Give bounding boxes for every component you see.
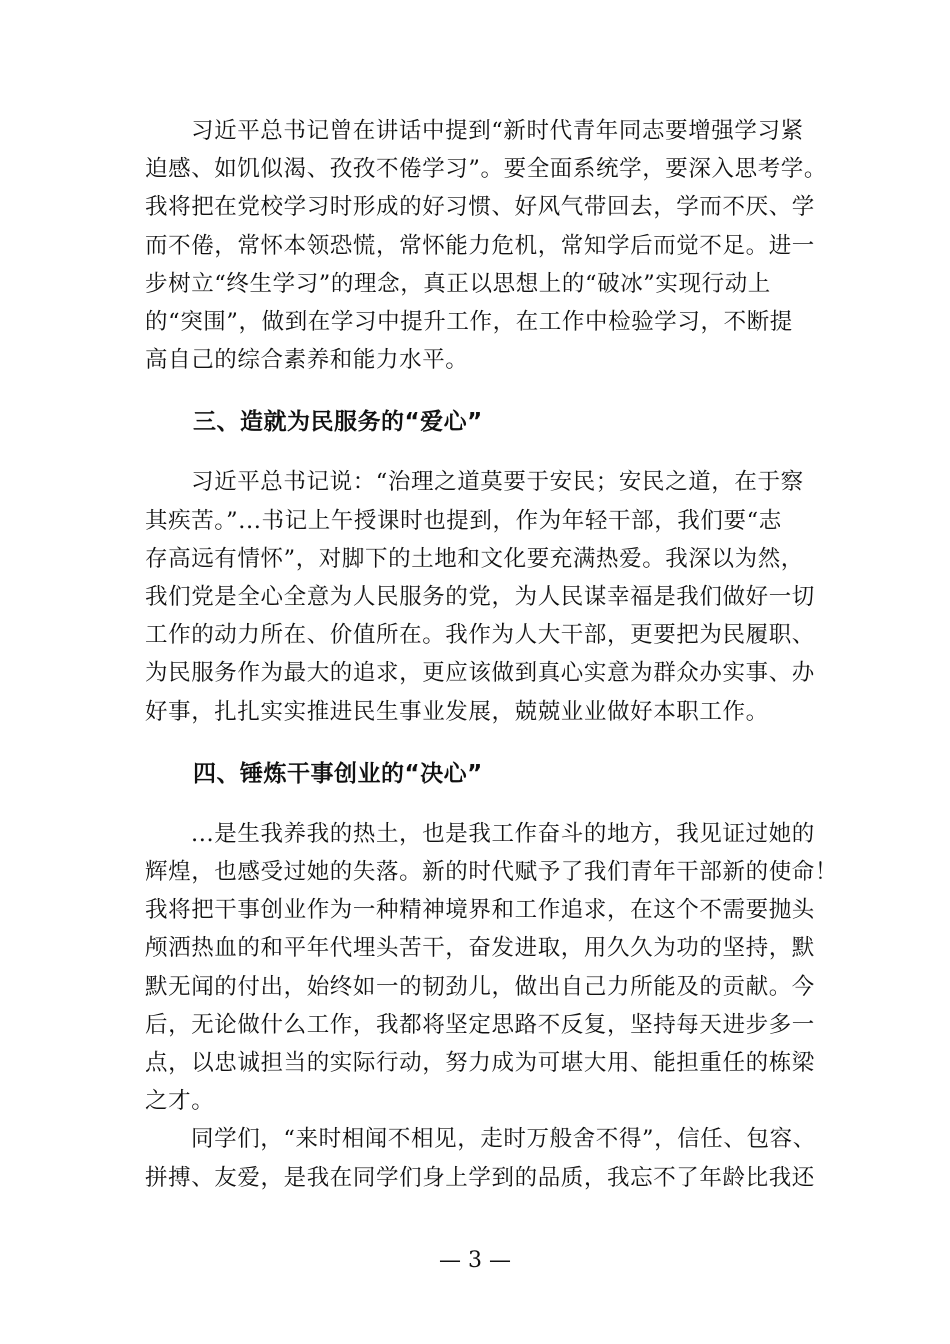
text-line: 我将把干事创业作为一种精神境界和工作追求，在这个不需要抛头 [145, 897, 815, 924]
text-line: 同学们，“来时相闻不相见，走时万般舍不得”，信任、包容、 [191, 1126, 816, 1153]
paragraph-serve-people [145, 463, 813, 730]
text-line: 点，以忠诚担当的实际行动，努力成为可堪大用、能担重任的栋梁 [145, 1050, 815, 1077]
text-line: 习近平总书记说：“治理之道莫要于安民；安民之道，在于察 [191, 469, 804, 496]
text-line: ...是生我养我的热土，也是我工作奋斗的地方，我见证过她的 [191, 820, 815, 847]
text-line: 颅洒热血的和平年代埋头苦干，奋发进取，用久久为功的坚持，默 [145, 935, 815, 962]
text-line: 高自己的综合素养和能力水平。 [145, 347, 469, 374]
section-heading-3: 三、造就为民服务的“爱心” [193, 409, 483, 436]
text-line: 之才。 [145, 1088, 215, 1115]
text-line: 拼搏、友爱，是我在同学们身上学到的品质，我忘不了年龄比我还 [145, 1164, 815, 1191]
text-line: 默无闻的付出，始终如一的韧劲儿，做出自己力所能及的贡献。今 [145, 973, 815, 1000]
text-line: 为民服务作为最大的追求，更应该做到真心实意为群众办实事、办 [145, 660, 815, 687]
text-line: 的“突围”，做到在学习中提升工作，在工作中检验学习，不断提 [145, 309, 793, 336]
paragraph-classmates [145, 1120, 816, 1196]
paragraph-learning [145, 112, 828, 379]
text-line: 工作的动力所在、价值所在。我作为人大干部，更要把为民履职、 [145, 622, 815, 649]
text-line: 迫感、如饥似渴、孜孜不倦学习”。要全面系统学，要深入思考学。 [145, 156, 828, 183]
text-line: 我们党是全心全意为人民服务的党，为人民谋幸福是我们做好一切 [145, 584, 815, 611]
page-number: — 3 — [439, 1248, 511, 1273]
text-line: 我将把在党校学习时形成的好习惯、好风气带回去，学而不厌、学 [145, 194, 815, 221]
text-line: 而不倦，常怀本领恐慌，常怀能力危机，常知学后而觉不足。进一 [145, 232, 815, 259]
section-heading-4: 四、锤炼干事创业的“决心” [193, 760, 483, 787]
text-line: 存高远有情怀”，对脚下的土地和文化要充满热爱。我深以为然， [145, 545, 804, 572]
text-line: 习近平总书记曾在讲话中提到“新时代青年同志要增强学习紧 [191, 118, 804, 144]
text-line: 步树立“终生学习”的理念，真正以思想上的“破冰”实现行动上 [145, 270, 771, 297]
document-body [145, 112, 839, 1197]
text-line: 辉煌，也感受过她的失落。新的时代赋予了我们青年干部新的使命！ [145, 859, 839, 886]
text-line: 其疾苦。”...书记上午授课时也提到，作为年轻干部，我们要“志 [145, 507, 782, 534]
text-line: 好事，扎扎实实推进民生事业发展，兢兢业业做好本职工作。 [145, 698, 769, 725]
paragraph-determination [145, 815, 839, 1121]
text-line: 后，无论做什么工作，我都将坚定思路不反复，坚持每天进步多一 [145, 1011, 815, 1038]
